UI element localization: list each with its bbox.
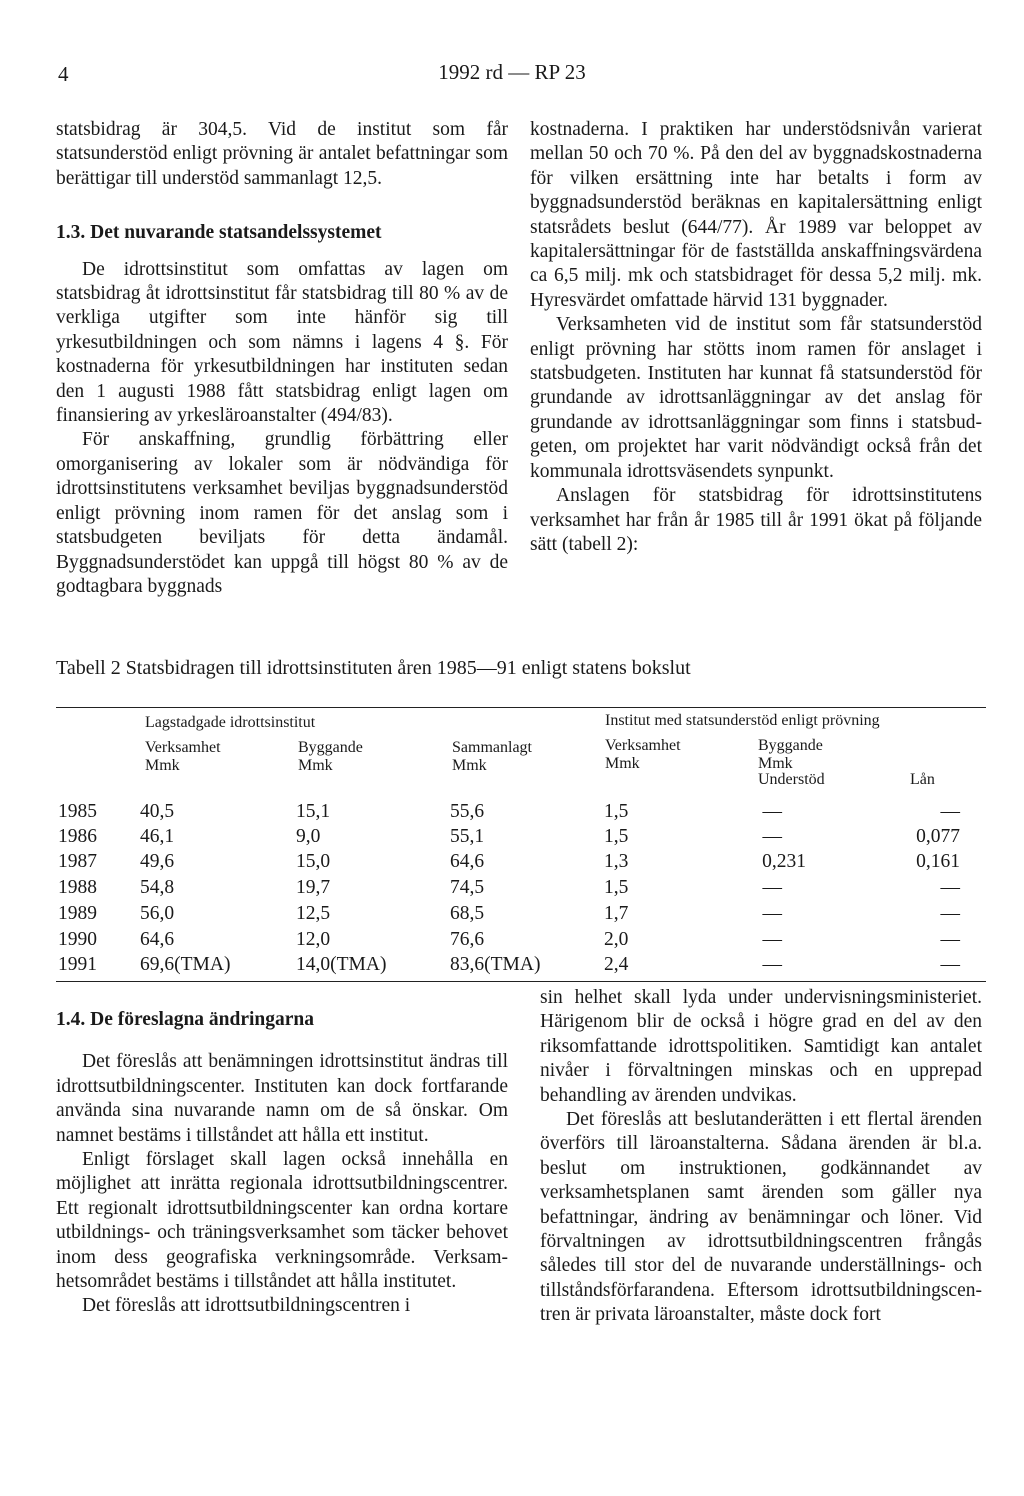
- table-cell-sammanlagt: 55,1: [450, 826, 485, 847]
- table-top-rule: [56, 707, 986, 708]
- paragraph: kostnaderna. I praktiken har understödsnivån varierat mellan 50 och 70 %. På den del av byggnadskostnaderna för vilken ersättning inte har betalts i form av byggnadsunderstöd beräknas en kapitalersättning enligt statsrådets beslut (644/77). År 1989 var beloppet av kapitalersättningar för de fastställda anskaffningsvärdena ca 6,5 milj. mk och statsbidraget för dessa 5,2 milj. mk. Hyresvärdet omfattade härvid 131 byggnader.: [530, 119, 982, 311]
- table-cell-inst-verksamhet: 2,0: [604, 929, 629, 950]
- table-header-unit: Mmk: [298, 757, 333, 774]
- table-cell-inst-verksamhet: 1,5: [604, 801, 629, 822]
- column-top-right: [530, 118, 982, 557]
- table-cell-sammanlagt: 68,5: [450, 903, 485, 924]
- paragraph: Enligt förslaget skall lagen också innehålla en möjlighet att inrätta regionala idrottsutbildningscentrer. Ett regionalt idrottsutbildningscenter kan ordna kortare utbildnings- och träningsverksamhet som täcker behovet inom dess geografiska verkningsområde. Verksamhetsområdet bestäms i tillståndet att hålla institutet.: [56, 1149, 508, 1293]
- table-cell-lan: —: [940, 954, 960, 975]
- table-cell-year: 1989: [58, 903, 97, 924]
- table-cell-understod: —: [762, 801, 782, 822]
- table-cell-byggande: 9,0: [296, 826, 321, 847]
- table-cell-byggande: 15,1: [296, 801, 331, 822]
- table-cell-inst-verksamhet: 2,4: [604, 954, 629, 975]
- table-cell-lan: —: [940, 877, 960, 898]
- paragraph: Det föreslås att idrottsutbildningscentren i: [82, 1295, 411, 1317]
- table-bottom-rule: [56, 981, 986, 982]
- table-cell-understod: —: [762, 929, 782, 950]
- table-cell-lan: —: [940, 903, 960, 924]
- section-heading-1-3: 1.3. Det nuvarande statsandelssystemet: [56, 222, 382, 244]
- table-cell-verksamhet: 40,5: [140, 801, 175, 822]
- table-cell-understod: —: [762, 826, 782, 847]
- table-cell-sammanlagt: 83,6(TMA): [450, 954, 541, 975]
- table-header-unit: Mmk: [758, 755, 793, 772]
- table-cell-sammanlagt: 74,5: [450, 877, 485, 898]
- paragraph: Det föreslås att benämningen idrottsinstitut ändras till idrottsutbildningscenter. Instituten kan dock fortfarande använda sina nuvarande namn om de så önskar. Om namnet bestäms i tillståndet att hålla ett institut.: [56, 1051, 508, 1146]
- table-header-inst-verksamhet: Verksamhet: [605, 737, 681, 754]
- column-bottom-left: [56, 1008, 508, 1319]
- running-title: 1992 rd — RP 23: [438, 60, 586, 84]
- table-cell-year: 1990: [58, 929, 97, 950]
- paragraph: statsbidrag är 304,5. Vid de institut som får statsunderstöd enligt prövning är antalet befattningar som berättigar till understöd sammanlagt 12,5.: [56, 119, 508, 189]
- table-cell-lan: —: [940, 929, 960, 950]
- table-cell-sammanlagt: 64,6: [450, 851, 485, 872]
- column-top-left: [56, 118, 508, 599]
- paragraph: För anskaffning, grundlig förbättring eller omorganisering av lokaler som är nödvändiga för idrottsinstitutens verksamhet beviljas byggnadsunderstöd enligt prövning inom ramen för det anslag som i statsbudgeten beviljats för detta ändamål. Byggnadsunderstödet kan uppgå till högst 80 % av de godtagbara byggnads: [56, 429, 508, 597]
- table-cell-year: 1986: [58, 826, 97, 847]
- table-cell-understod: —: [762, 954, 782, 975]
- table-cell-sammanlagt: 55,6: [450, 801, 485, 822]
- table-cell-inst-verksamhet: 1,3: [604, 851, 629, 872]
- paragraph: sin helhet skall lyda under undervisningsministeriet. Härigenom blir de också i högre grad en del av den riksomfattande idrottspolitiken. Samtidigt kan antalet nivåer i förvaltningen minskas och en upprepad behandling av ärenden undvikas.: [540, 987, 982, 1106]
- table-cell-understod: —: [762, 877, 782, 898]
- table-cell-byggande: 14,0(TMA): [296, 954, 387, 975]
- table-group-header-lagstadgade: Lagstadgade idrottsinstitut: [145, 714, 316, 731]
- table-header-inst-byggande: Byggande: [758, 737, 823, 754]
- table-cell-byggande: 12,0: [296, 929, 331, 950]
- table-cell-inst-verksamhet: 1,7: [604, 903, 629, 924]
- table-cell-verksamhet: 49,6: [140, 851, 175, 872]
- table-cell-byggande: 12,5: [296, 903, 331, 924]
- table-cell-year: 1985: [58, 801, 97, 822]
- table-cell-byggande: 15,0: [296, 851, 331, 872]
- table-header-understod: Understöd: [758, 771, 825, 788]
- table-header-byggande: Byggande: [298, 739, 363, 756]
- table-cell-verksamhet: 56,0: [140, 903, 175, 924]
- table-cell-inst-verksamhet: 1,5: [604, 826, 629, 847]
- paragraph: Anslagen för statsbidrag för idrottsinstitutens verksamhet har från år 1985 till år 1991 ökat på följande sätt (tabell 2):: [530, 485, 982, 555]
- page-number: 4: [58, 62, 69, 86]
- table-cell-lan: —: [940, 801, 960, 822]
- table-cell-verksamhet: 69,6(TMA): [140, 954, 231, 975]
- paragraph: De idrottsinstitut som omfattas av lagen om statsbidrag åt idrottsinstitut får statsbidrag till 80 % av de verkliga utgifter som inte hänför sig till yrkesutbildningen och som nämns i lagens 4 §. För kostnaderna för yrkesutbildningen har instituten sedan den 1 augusti 1988 fått statsbidrag enligt lagen om finansiering av yrkesläroanstalter (494/83).: [56, 258, 508, 427]
- table-cell-verksamhet: 46,1: [140, 826, 175, 847]
- table-cell-byggande: 19,7: [296, 877, 331, 898]
- table-group-header-provning: Institut med statsunderstöd enligt prövning: [605, 712, 880, 729]
- table-caption: Tabell 2 Statsbidragen till idrottsinstituten åren 1985—91 enligt statens bokslut: [56, 657, 691, 679]
- table-cell-inst-verksamhet: 1,5: [604, 877, 629, 898]
- table-cell-verksamhet: 64,6: [140, 929, 175, 950]
- section-heading-1-4: 1.4. De föreslagna ändringarna: [56, 1009, 315, 1030]
- table-cell-verksamhet: 54,8: [140, 877, 175, 898]
- table-cell-year: 1988: [58, 877, 97, 898]
- table-header-unit: Mmk: [145, 757, 180, 774]
- paragraph: Det föreslås att beslutanderätten i ett flertal ärenden överförs till läroanstalterna. Sådana ärenden är bl.a. beslut om instruktionen, godkännandet av verksamhetsplanen samt ärenden som gäller nya befattningar, ändring av benämningar och löner. Vid förvaltningen av idrottsutbildningscentren frångås således till stor del de nuvarande underställnings- och tillståndsförfarandena. Eftersom idrottsutbildningscentren är privata läroanstalter, måste dock fort: [540, 1109, 982, 1326]
- table-cell-year: 1987: [58, 851, 97, 872]
- table-header-lan: Lån: [910, 771, 935, 788]
- table-header-unit: Mmk: [452, 757, 487, 774]
- table-cell-lan: 0,077: [916, 826, 960, 847]
- table-cell-sammanlagt: 76,6: [450, 929, 485, 950]
- table-cell-lan: 0,161: [916, 851, 960, 872]
- column-bottom-right: [540, 986, 982, 1328]
- paragraph: Verksamheten vid de institut som får statsunderstöd enligt prövning har stötts inom ramen för anslaget i statsbudgeten. Instituten har kunnat få statsunderstöd för grundande av idrottsanläggningar av det anslag för grundande av idrottsanläggningar som finns i statsbudgeten, om projektet har varit nödvändigt också från det kommunala idrottsväsendets synpunkt.: [530, 314, 982, 482]
- table-header-unit: Mmk: [605, 755, 640, 772]
- table-cell-understod: —: [762, 903, 782, 924]
- table-header-sammanlagt: Sammanlagt: [452, 739, 532, 756]
- table-cell-year: 1991: [58, 954, 97, 975]
- table-header-verksamhet: Verksamhet: [145, 739, 221, 756]
- table-cell-understod: 0,231: [762, 851, 806, 872]
